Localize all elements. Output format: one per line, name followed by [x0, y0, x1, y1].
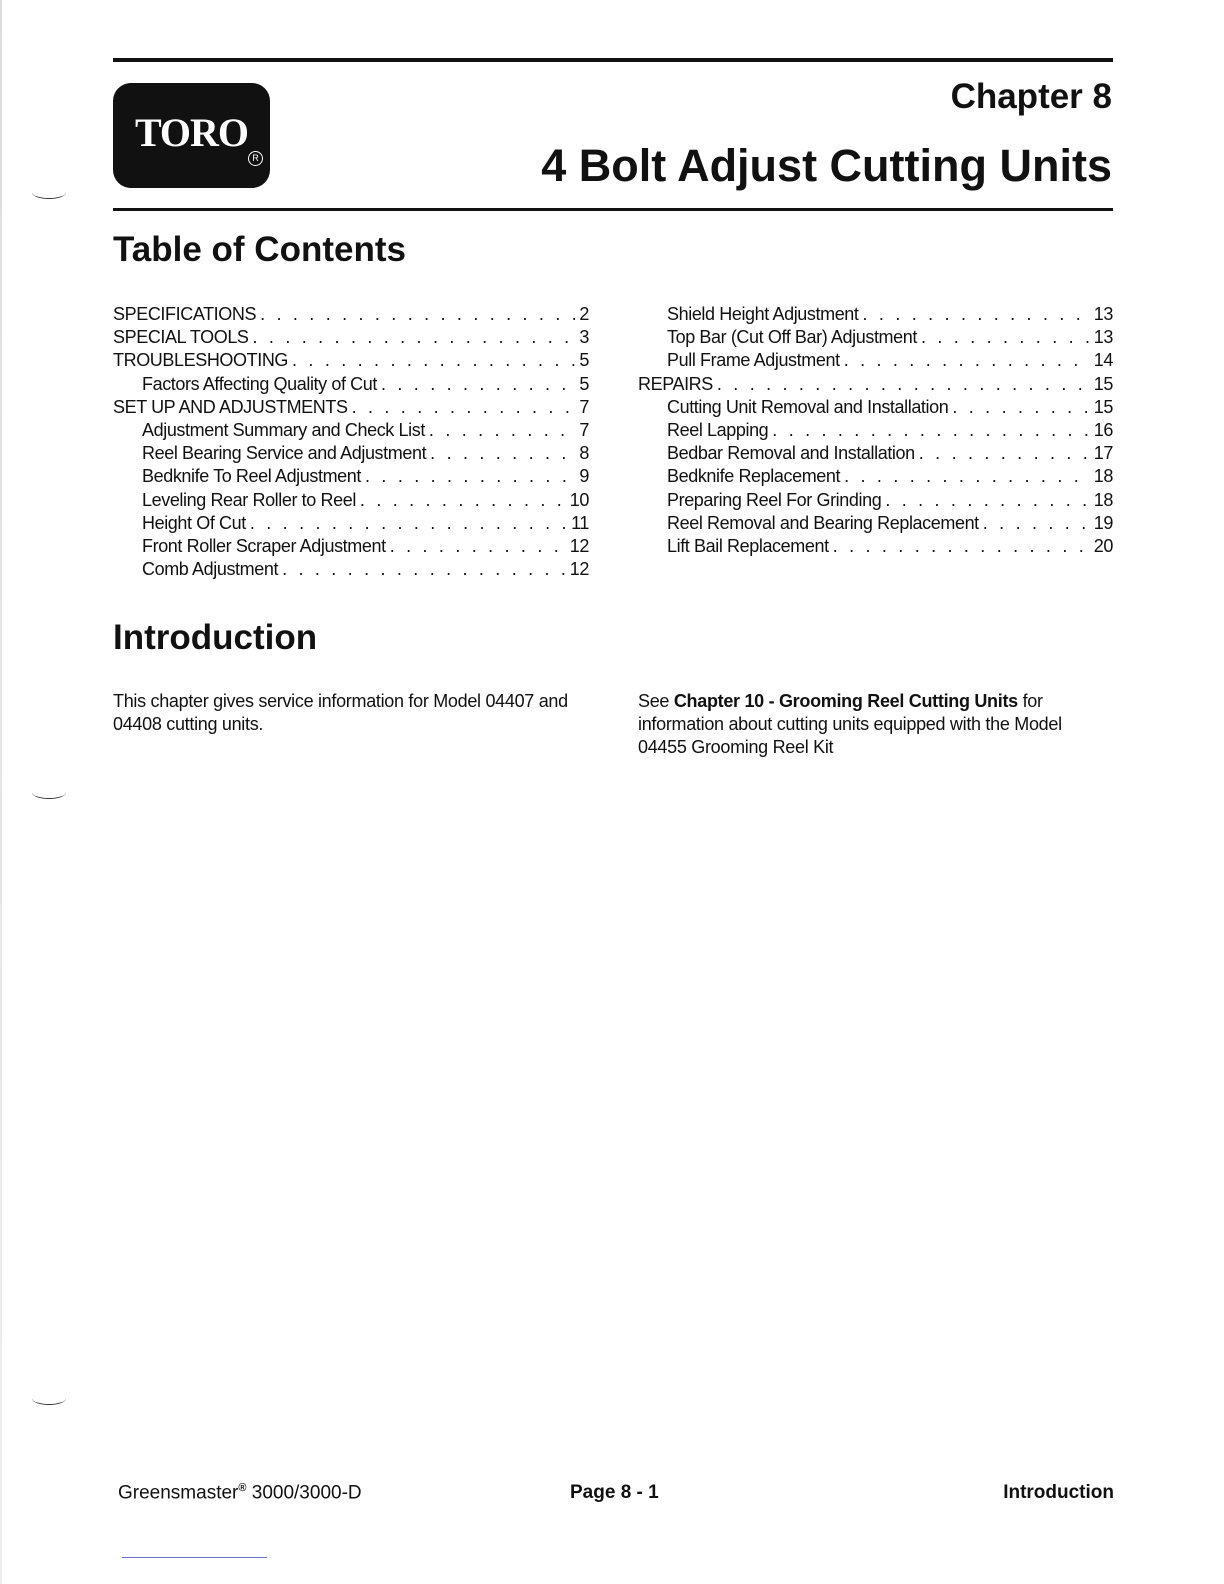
- toc-entry[interactable]: [113, 559, 589, 582]
- toc-entry-title: Reel Removal and Bearing Replacement: [667, 512, 979, 533]
- toc-entry-title: SPECIAL TOOLS: [113, 327, 249, 348]
- intro-paragraph-left: This chapter gives service information for Model 04407 and 04408 cutting units.: [113, 691, 568, 734]
- toc-entry-page: 18: [1093, 466, 1113, 487]
- toc-entry-page: 17: [1093, 443, 1113, 464]
- toc-entry-page: 5: [579, 373, 589, 394]
- footer-product-model: 3000/3000-D: [246, 1482, 362, 1504]
- toc-entry-title: Adjustment Summary and Check List: [142, 419, 425, 440]
- toc-entry[interactable]: [638, 374, 1113, 397]
- toc-entry-page: 13: [1093, 327, 1113, 348]
- toc-entry[interactable]: [638, 350, 1113, 373]
- toc-entry-title: SPECIFICATIONS: [113, 304, 257, 324]
- toc-entry-title: Comb Adjustment: [142, 559, 279, 580]
- toc-entry-page: 16: [1093, 419, 1113, 440]
- toc-entry-page: 3: [579, 327, 589, 348]
- toc-entry[interactable]: [113, 420, 589, 443]
- chapter-number: Chapter 8: [950, 77, 1112, 116]
- toc-entry[interactable]: [638, 443, 1113, 466]
- header-top-rule: [113, 58, 1113, 62]
- introduction-heading: Introduction: [113, 618, 318, 657]
- toc-entry-page: 18: [1093, 489, 1113, 510]
- bottom-underline: [122, 1557, 267, 1558]
- intro-paragraph-right: [638, 690, 1114, 759]
- toc-entry[interactable]: [638, 304, 1113, 327]
- toc-entry-page: 12: [569, 535, 589, 556]
- toc-leader-dots: [430, 443, 575, 464]
- toc-leader-dots: [352, 397, 576, 418]
- toro-logo: [113, 83, 270, 188]
- toc-entry-page: 9: [579, 466, 589, 487]
- toc-entry-page: 8: [579, 443, 589, 464]
- intro-right-suffix: for information about cutting units equipped with the Model 04455 Grooming Reel Kit: [638, 691, 1062, 757]
- toc-entry[interactable]: [113, 466, 589, 489]
- binder-hole-mark: [32, 186, 66, 199]
- toc-leader-dots: [844, 466, 1090, 487]
- toc-entry-page: 15: [1093, 396, 1113, 417]
- toc-entry-title: Top Bar (Cut Off Bar) Adjustment: [667, 327, 917, 348]
- toc-entry-title: Bedknife To Reel Adjustment: [142, 466, 362, 487]
- toc-leader-dots: [772, 420, 1089, 441]
- logo-wordmark: TORO: [134, 110, 249, 155]
- toc-entry[interactable]: [638, 327, 1113, 350]
- toc-entry-title: Leveling Rear Roller to Reel: [142, 489, 356, 510]
- toc-entry-title: Reel Bearing Service and Adjustment: [142, 443, 427, 464]
- toc-heading: Table of Contents: [113, 230, 406, 269]
- toc-leader-dots: [381, 374, 575, 395]
- toc-entry-page: 2: [579, 304, 589, 324]
- toc-leader-dots: [429, 420, 575, 441]
- toc-entry-title: REPAIRS: [638, 373, 713, 394]
- toc-leader-dots: [844, 350, 1090, 371]
- toc-leader-dots: [253, 327, 576, 348]
- toc-leader-dots: [390, 536, 566, 557]
- toc-entry[interactable]: [638, 536, 1113, 559]
- header-bottom-rule: [113, 208, 1113, 211]
- toc-entry-page: 20: [1093, 535, 1113, 556]
- toc-entry-title: Height Of Cut: [142, 512, 246, 533]
- toc-leader-dots: [292, 350, 575, 371]
- toc-entry[interactable]: [113, 397, 589, 420]
- toc-entry-title: Bedbar Removal and Installation: [667, 443, 915, 464]
- registered-mark-icon: R: [248, 151, 263, 166]
- toc-entry[interactable]: [113, 374, 589, 397]
- footer-section: Introduction: [1003, 1482, 1114, 1503]
- toc-leader-dots: [250, 513, 567, 534]
- toc-entry[interactable]: [113, 327, 589, 350]
- toc-left-column: [113, 304, 589, 582]
- toc-entry[interactable]: [638, 397, 1113, 420]
- toc-entry-title: Lift Bail Replacement: [667, 535, 829, 556]
- toc-entry[interactable]: [113, 536, 589, 559]
- toc-leader-dots: [919, 443, 1090, 464]
- toc-entry-title: Cutting Unit Removal and Installation: [667, 396, 949, 417]
- toc-entry-title: SET UP AND ADJUSTMENTS: [113, 396, 348, 417]
- toc-entry[interactable]: [113, 443, 589, 466]
- footer-registered-mark: ®: [238, 1482, 247, 1494]
- toc-entry-title: Shield Height Adjustment: [667, 304, 859, 324]
- toc-entry[interactable]: [638, 490, 1113, 513]
- toc-leader-dots: [952, 397, 1089, 418]
- toc-entry-page: 5: [579, 350, 589, 371]
- toc-entry-title: Factors Affecting Quality of Cut: [142, 373, 377, 394]
- toc-entry-page: 19: [1093, 512, 1113, 533]
- intro-right-prefix: See: [638, 691, 674, 711]
- toc-entry-page: 7: [579, 419, 589, 440]
- toc-entry[interactable]: [638, 513, 1113, 536]
- toc-leader-dots: [885, 490, 1089, 511]
- toc-entry-page: 13: [1093, 304, 1113, 324]
- toc-entry-page: 10: [569, 489, 589, 510]
- toc-entry-page: 11: [571, 512, 589, 533]
- toc-leader-dots: [833, 536, 1090, 557]
- binder-hole-mark: [32, 1392, 66, 1405]
- toc-entry-title: Pull Frame Adjustment: [667, 350, 840, 371]
- chapter-reference: Chapter 10 - Grooming Reel Cutting Units: [673, 691, 1018, 711]
- toc-leader-dots: [365, 466, 575, 487]
- toc-entry-page: 12: [569, 559, 589, 580]
- footer-page-number: Page 8 - 1: [570, 1482, 659, 1503]
- toc-entry-title: TROUBLESHOOTING: [113, 350, 289, 371]
- footer-product-name: Greensmaster: [118, 1482, 239, 1504]
- toc-entry[interactable]: [638, 466, 1113, 489]
- toc-leader-dots: [983, 513, 1090, 534]
- chapter-title: 4 Bolt Adjust Cutting Units: [541, 140, 1112, 191]
- toc-entry[interactable]: [638, 420, 1113, 443]
- toc-entry-title: Front Roller Scraper Adjustment: [142, 535, 386, 556]
- toc-leader-dots: [863, 304, 1090, 325]
- toc-entry[interactable]: [113, 490, 589, 513]
- toc-entry-title: Bedknife Replacement: [667, 466, 841, 487]
- toc-entry-title: Preparing Reel For Grinding: [667, 489, 882, 510]
- toc-leader-dots: [360, 490, 566, 511]
- toc-entry-page: 15: [1093, 373, 1113, 394]
- toc-entry-title: Reel Lapping: [667, 419, 769, 440]
- binder-hole-mark: [32, 786, 66, 799]
- toc-right-column: [638, 304, 1113, 559]
- toc-leader-dots: [282, 559, 566, 580]
- footer-product: [118, 1482, 362, 1504]
- toc-leader-dots: [921, 327, 1090, 348]
- toc-entry-page: 14: [1093, 350, 1113, 371]
- toc-entry[interactable]: [113, 304, 589, 327]
- page-edge: [0, 0, 2, 1584]
- toc-entry[interactable]: [113, 513, 589, 536]
- toc-entry[interactable]: [113, 350, 589, 373]
- toc-entry-page: 7: [579, 396, 589, 417]
- toc-leader-dots: [260, 304, 575, 325]
- toc-leader-dots: [717, 374, 1090, 395]
